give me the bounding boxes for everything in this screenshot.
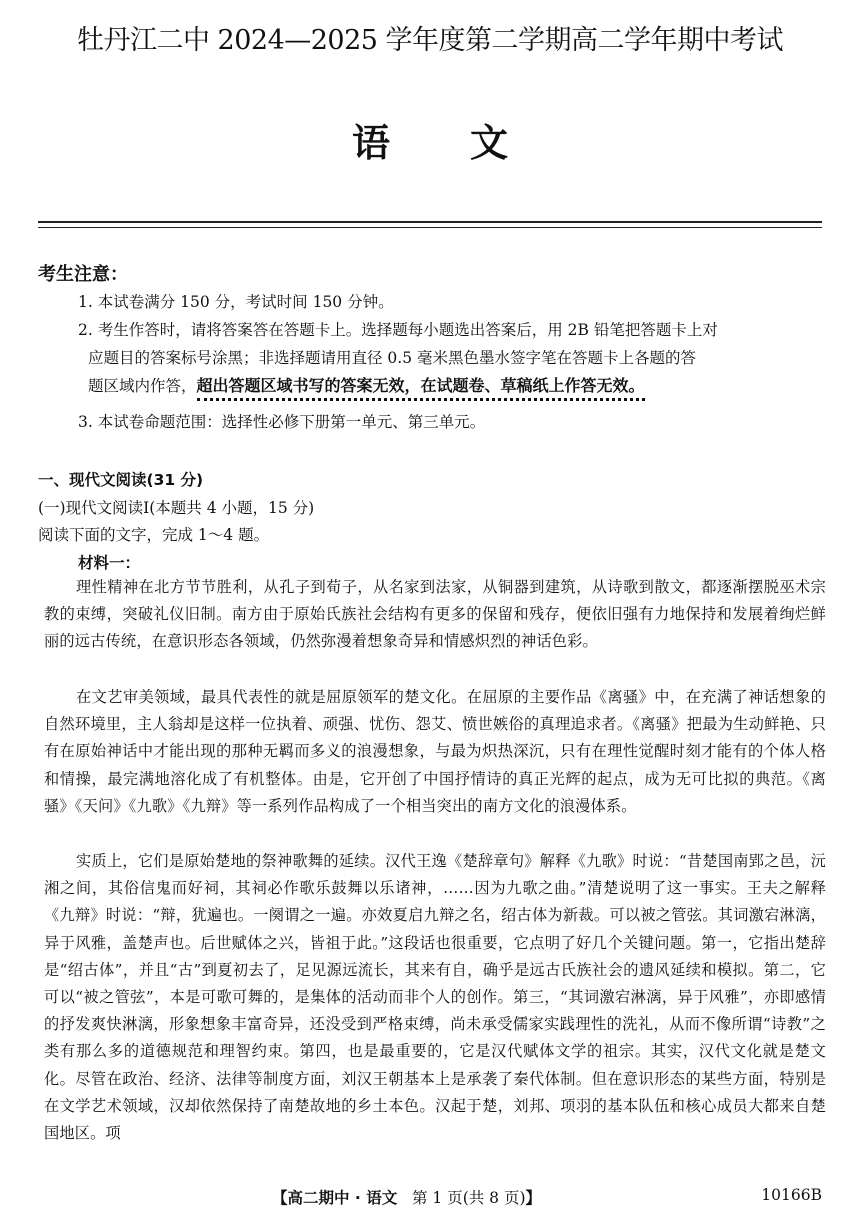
section-title: 一、现代文阅读(31 分) (38, 471, 204, 489)
notice-item-2-line-1: 2. 考生作答时，请将答案答在答题卡上。选择题每小题选出答案后，用 2B 铅笔把答题卡上对 (78, 321, 718, 339)
reading-instruction: 阅读下面的文字，完成 1～4 题。 (38, 526, 270, 544)
subject-title: 语文 (351, 121, 588, 165)
paragraph-1: 理性精神在北方节节胜利，从孔子到荀子，从名家到法家，从铜器到建筑，从诗歌到散文，都逐渐摆脱巫术宗教的束缚，突破礼仪旧制。南方由于原始氏族社会结构有更多的保留和残存，便依旧强有力地保持和发展着绚烂鲜丽的远古传统，在意识形态各领域，仍然弥漫着想象奇异和情感炽烈的神话色彩。 (44, 578, 826, 651)
exam-title: 牡丹江二中 2024—2025 学年度第二学期高二学年期中考试 (76, 25, 784, 56)
footer-bracket-left: 【 (272, 1189, 288, 1207)
paragraph-2: 在文艺审美领域，最具代表性的就是屈原领军的楚文化。在屈原的主要作品《离骚》中，在充满了神话想象的自然环境里，主人翁却是这样一位执着、顽强、忧伤、怨艾、愤世嫉俗的真理追求者。《离骚》把最为生动鲜艳、只有在原始神话中才能出现的那种无羁而多义的浪漫想象，与最为炽热深沉，只有在理性觉醒时刻才能有的个体人格和情操，最完满地溶化成了有机整体。由是，它开创了中国抒情诗的真正光辉的起点，成为无可比拟的典范。《离骚》《天问》《九歌》《九辩》等一系列作品构成了一个相当突出的南方文化的浪漫体系。 (44, 688, 826, 815)
paragraph-3: 实质上，它们是原始楚地的祭神歌舞的延续。汉代王逸《楚辞章句》解释《九歌》时说：“昔楚国南郢之邑，沅湘之间，其俗信鬼而好祠，其祠必作歌乐鼓舞以乐诸神，……因为九歌之曲。”清楚说明了这一事实。王夫之解释《九辩》时说：“辩，犹遍也。一阕谓之一遍。亦效夏启九辩之名，绍古体为新裁。可以被之管弦。其词激宕淋漓，异于风雅，盖楚声也。后世赋体之兴，皆祖于此。”这段话也很重要，它点明了好几个关键问题。第一，它指出楚辞是“绍古体”，并且“古”到夏初去了，足见源远流长，其来有自，确乎是远古氏族社会的遗风延续和模拟。第二，它可以“被之管弦”，本是可歌可舞的，是集体的活动而非个人的创作。第三，“其词激宕淋漓，异于风雅”，亦即感情的抒发爽快淋漓，形象想象丰富奇异，还没受到严格束缚，尚未承受儒家实践理性的洗礼，从而不像所谓“诗教”之类有那么多的道德规范和理智约束。第四，也是最重要的，它是汉代赋体文学的祖宗。其实，汉代文化就是楚文化。尽管在政治、经济、法律等制度方面，刘汉王朝基本上是承袭了秦代体制。但在意识形态的某些方面，特别是在文学艺术领域，汉却依然保持了南楚故地的乡土本色。汉起于楚，刘邦、项羽的基本队伍和核心成员大都来自楚国地区。项 (44, 852, 826, 1143)
notice-emphasis: 超出答题区域书写的答案无效，在试题卷、草稿纸上作答无效。 (197, 376, 645, 401)
header-rule-thick (38, 221, 822, 223)
notice-item-2-line-3-text: 题区域内作答， (88, 377, 197, 395)
footer-bracket-right: 】 (525, 1189, 542, 1207)
notice-item-2-line-3 (78, 372, 826, 400)
material-label: 材料一： (78, 554, 141, 572)
notice-item-3: 3. 本试卷命题范围：选择性必修下册第一单元、第三单元。 (78, 413, 486, 431)
subsection-title: (一)现代文阅读Ⅰ(本题共 4 小题，15 分) (38, 499, 315, 517)
footer-code: 10166B (761, 1186, 822, 1204)
notice-item-2-line-2: 应题目的答案标号涂黑；非选择题请用直径 0.5 毫米黑色墨水签字笔在答题卡上各题的答 (88, 349, 697, 367)
notice-item-2 (78, 316, 826, 400)
footer-page-info: 第 1 页(共 8 页) (411, 1189, 526, 1207)
footer-center (272, 1186, 541, 1208)
notice-title: 考生注意： (38, 264, 128, 285)
footer-exam-name: 高二期中 · 语文 (287, 1189, 398, 1207)
notice-item-1: 1. 本试卷满分 150 分，考试时间 150 分钟。 (78, 293, 394, 311)
header-rule-thin (38, 227, 822, 228)
